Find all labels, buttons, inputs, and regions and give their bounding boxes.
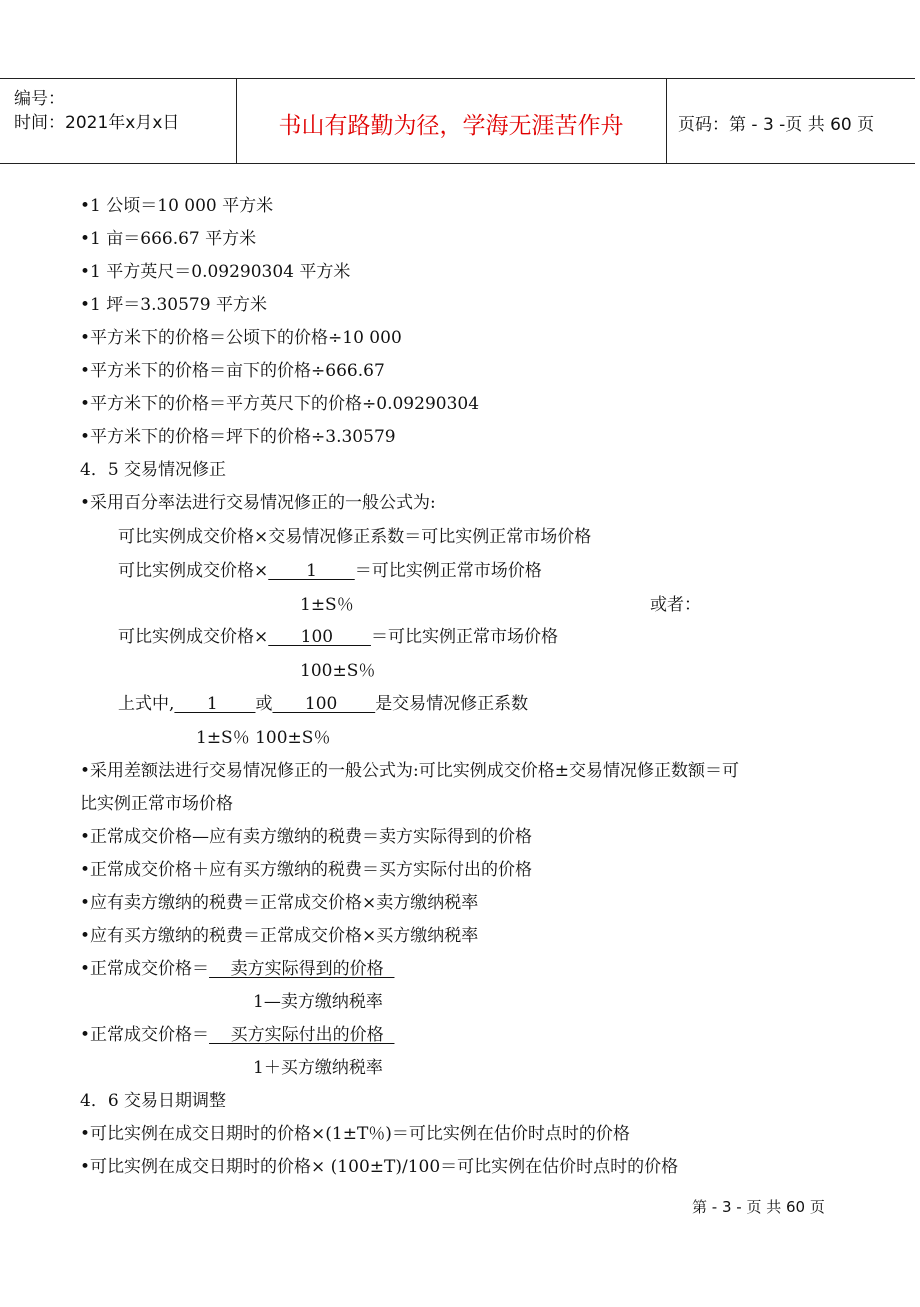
formula-part: 可比实例成交价格× [118, 627, 269, 647]
formula-line [118, 560, 542, 582]
text-line: •平方米下的价格＝亩下的价格÷666.67 [80, 361, 385, 381]
fraction-denominator: 1—卖方缴纳税率 [253, 992, 383, 1012]
formula-part: •正常成交价格＝ [80, 959, 210, 979]
text-line: •应有卖方缴纳的税费＝正常成交价格×卖方缴纳税率 [80, 893, 479, 913]
text-line: •采用百分率法进行交易情况修正的一般公式为: [80, 493, 436, 513]
motto-text: 书山有路勤为径，学海无涯苦作舟 [278, 113, 624, 139]
fraction-numerator: 1 [268, 561, 355, 581]
text-line: 比实例正常市场价格 [80, 794, 233, 814]
formula-part: 可比实例成交价格× [118, 561, 269, 581]
text-line: •1 平方英尺＝0.09290304 平方米 [80, 262, 351, 282]
page-footer: 第 - 3 - 页 共 60 页 [692, 1198, 825, 1216]
fraction-numerator: 1 [174, 694, 256, 714]
formula-line [80, 958, 394, 980]
formula-line [118, 693, 528, 715]
text-line: 或者： [650, 595, 701, 615]
formula-part: 上式中, [118, 694, 175, 714]
formula-part: •正常成交价格＝ [80, 1025, 210, 1045]
text-line: •平方米下的价格＝坪下的价格÷3.30579 [80, 427, 396, 447]
page-info: 页码：第 - 3 -页 共 60 页 [678, 115, 875, 135]
text-line: •平方米下的价格＝公顷下的价格÷10 000 [80, 328, 402, 348]
section-heading: 4．5 交易情况修正 [80, 460, 227, 480]
header-left-cell [0, 79, 237, 163]
fraction-denominator: 100±S％ [300, 661, 376, 681]
header-middle-cell [236, 79, 667, 163]
formula-part: 或 [255, 694, 273, 714]
text-line: •1 公顷＝10 000 平方米 [80, 196, 274, 216]
header-right-cell [666, 79, 915, 163]
section-heading: 4．6 交易日期调整 [80, 1091, 227, 1111]
document-header [0, 78, 915, 164]
text-line: •可比实例在成交日期时的价格× (100±T)/100＝可比实例在估价时点时的价格 [80, 1157, 679, 1177]
text-line: •采用差额法进行交易情况修正的一般公式为:可比实例成交价格±交易情况修正数额＝可 [80, 761, 739, 781]
text-line: •应有买方缴纳的税费＝正常成交价格×买方缴纳税率 [80, 926, 479, 946]
formula-line [80, 1024, 394, 1046]
fraction-numerator: 买方实际付出的价格 [209, 1025, 395, 1045]
text-line: •可比实例在成交日期时的价格×(1±T％)＝可比实例在估价时点时的价格 [80, 1124, 630, 1144]
text-line: •平方米下的价格＝平方英尺下的价格÷0.09290304 [80, 394, 480, 414]
fraction-numerator: 100 [272, 694, 376, 714]
formula-part: ＝可比实例正常市场价格 [354, 561, 542, 581]
formula-part: 是交易情况修正系数 [375, 694, 529, 714]
time-label: 时间：2021年x月x日 [14, 113, 180, 133]
formula-line: 可比实例成交价格×交易情况修正系数＝可比实例正常市场价格 [118, 527, 592, 547]
fraction-denominator: 1＋买方缴纳税率 [253, 1058, 383, 1078]
formula-line [118, 626, 558, 648]
fraction-numerator: 100 [268, 627, 371, 647]
fraction-numerator: 卖方实际得到的价格 [209, 959, 395, 979]
text-line: •1 亩＝666.67 平方米 [80, 229, 257, 249]
number-label: 编号： [14, 89, 65, 109]
text-line: •正常成交价格—应有卖方缴纳的税费＝卖方实际得到的价格 [80, 827, 533, 847]
text-line: •正常成交价格＋应有买方缴纳的税费＝买方实际付出的价格 [80, 860, 533, 880]
fraction-denominator: 1±S％ 100±S％ [196, 728, 331, 748]
text-line: •1 坪＝3.30579 平方米 [80, 295, 267, 315]
formula-part: ＝可比实例正常市场价格 [370, 627, 558, 647]
fraction-denominator: 1±S％ [300, 595, 354, 615]
